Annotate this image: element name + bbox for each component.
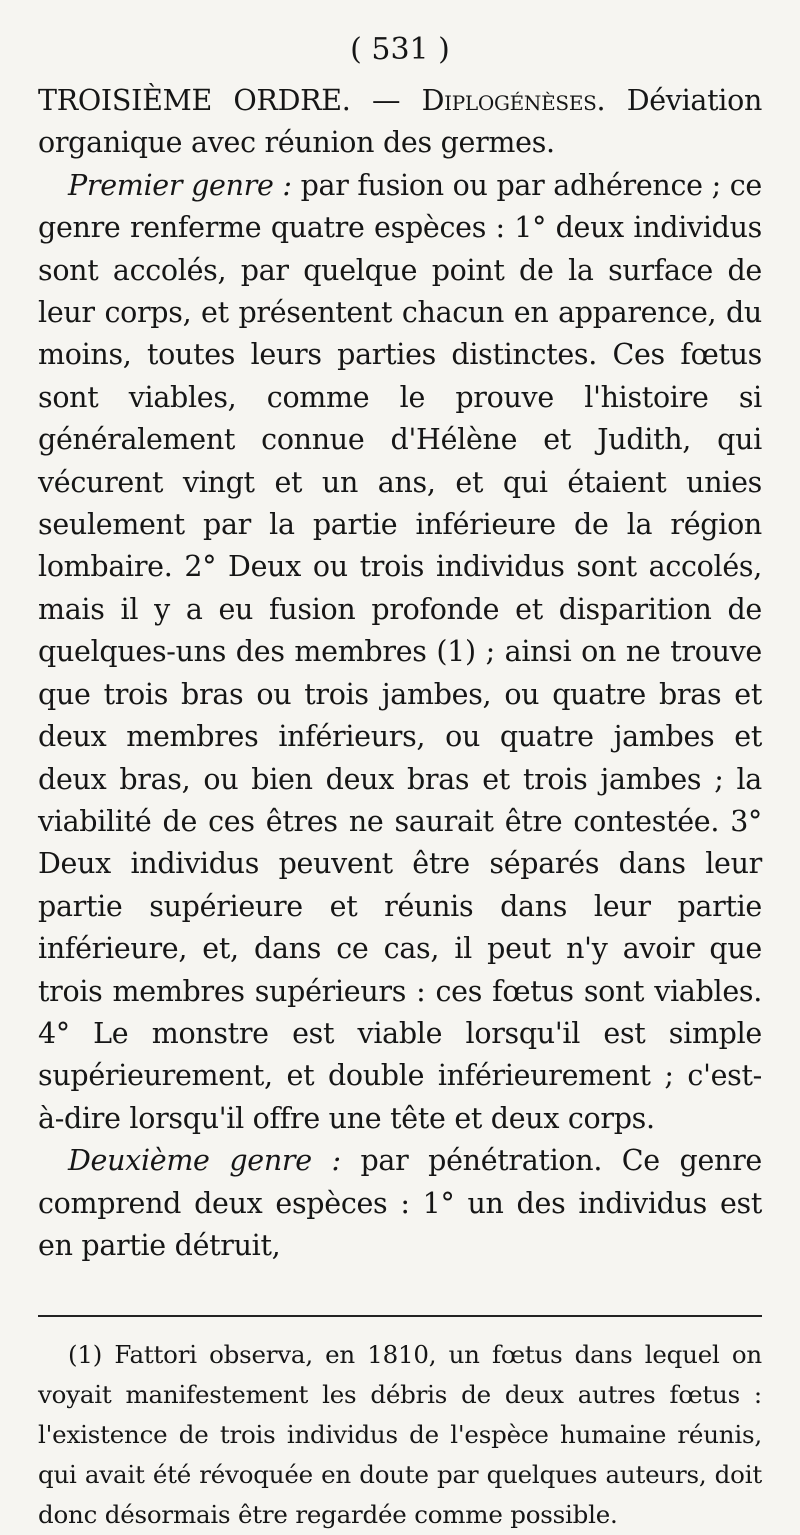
footnote bbox=[38, 1335, 762, 1535]
order-description: Déviation organique avec réunion des germes. bbox=[38, 84, 762, 160]
page-number: ( 531 ) bbox=[350, 32, 450, 67]
book-page bbox=[38, 30, 762, 1535]
genre-heading-deuxieme: Deuxième genre : bbox=[68, 1144, 341, 1178]
paragraph-deuxieme-genre bbox=[38, 1140, 762, 1267]
order-name: Diplogénèses. bbox=[421, 84, 606, 117]
genre-heading-premier: Premier genre : bbox=[68, 168, 292, 202]
body-text bbox=[38, 80, 762, 1267]
paragraph-troisieme-ordre bbox=[38, 80, 762, 165]
order-heading: TROISIÈME ORDRE. — bbox=[38, 84, 422, 117]
footnote-divider bbox=[38, 1315, 762, 1317]
genre-text-deuxieme: par pénétration. Ce genre comprend deux espèces : 1° un des individus est en partie détruit, bbox=[38, 1144, 762, 1262]
genre-text-premier: par fusion ou par adhérence ; ce genre renferme quatre espèces : 1° deux individus sont accolés, par quelque point de la surface de leur corps, et présentent chacun en apparence, du moins, toutes leurs parties distinctes. Ces fœtus sont viables, comme le prouve l'histoire si généralement connue d'Hélène et Judith, qui vécurent vingt et un ans, et qui étaient unies seulement par la partie inférieure de la région lombaire. 2° Deux ou trois individus sont accolés, mais il y a eu fusion profonde et disparition de quelques-uns des membres (1) ; ainsi on ne trouve que trois bras ou trois jambes, ou quatre bras et deux membres inférieurs, ou quatre jambes et deux bras, ou bien deux bras et trois jambes ; la viabilité de ces êtres ne saurait être contestée. 3° Deux individus peuvent être séparés dans leur partie supérieure et réunis dans leur partie inférieure, et, dans ce cas, il peut n'y avoir que trois membres supérieurs : ces fœtus sont viables. 4° Le monstre est viable lorsqu'il est simple supérieurement, et double inférieurement ; c'est-à-dire lorsqu'il offre une tête et deux corps. bbox=[38, 168, 762, 1135]
footnote-text: (1) Fattori observa, en 1810, un fœtus dans lequel on voyait manifestement les débris de deux autres fœtus : l'existence de trois individus de l'espèce humaine réunis, qui avait été révoquée en doute par quelques auteurs, doit donc désormais être regardée comme possible. bbox=[38, 1340, 762, 1530]
paragraph-premier-genre bbox=[38, 165, 762, 1140]
